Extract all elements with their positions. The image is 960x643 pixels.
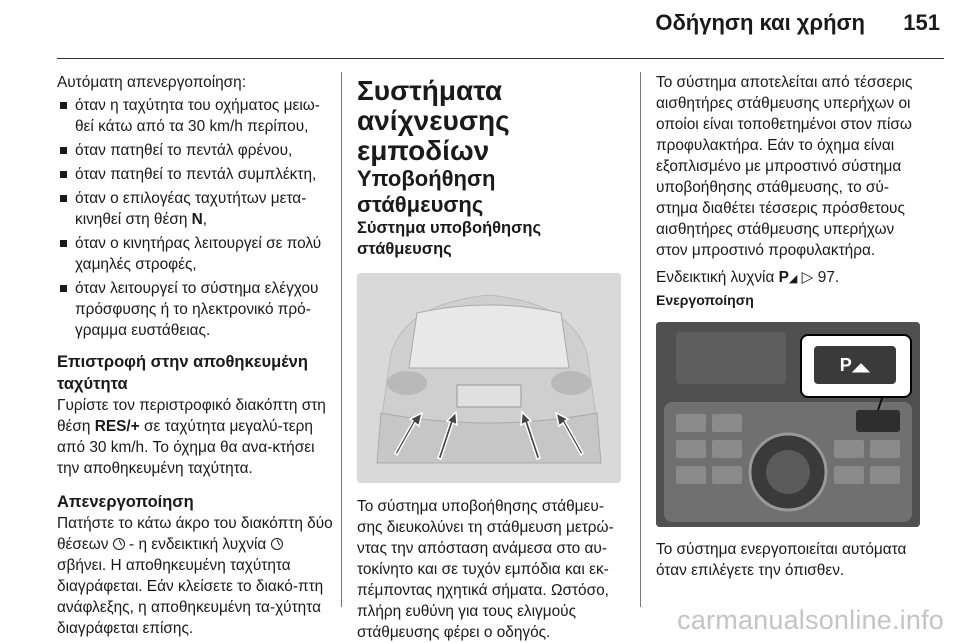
off-text-3: σβήνει. Η αποθηκευμένη ταχύτητα διαγράφεται. Εάν κλείσετε το διακό-πτη ανάφλεξης, η αποθηκευμένη τα-χύτητα διαγράφεται επίσης. bbox=[57, 557, 324, 637]
list-item bbox=[57, 188, 333, 230]
section-title: Συστήματα ανίχνευσης εμποδίων bbox=[357, 75, 510, 166]
resume-text-pre: Γυρίστε τον περιστροφικό διακόπτη στη θέση bbox=[57, 397, 326, 435]
list-item-text: όταν ο επιλογέας ταχυτήτων μετα-κινηθεί στη θέση bbox=[75, 190, 307, 228]
column-divider bbox=[640, 72, 641, 607]
list-item: όταν λειτουργεί το σύστημα ελέγχου πρόσφυσης ή το ηλεκτρονικό πρό-γραμμα ευστάθειας. bbox=[57, 278, 333, 341]
indicator-line bbox=[656, 267, 922, 290]
rear-bumper-sensors-figure bbox=[357, 273, 621, 483]
sensors-description: Το σύστημα αποτελείται από τέσσερις αισθητήρες στάθμευσης υπερήχων οι οποίοι είναι τοποθετημένοι στον πίσω προφυλακτήρα. Εάν το όχημα είναι εξοπλισμένο με μπροστινό σύστημα υποβοήθησης στάθμευσης, το σύ-στημα διαθέτει τέσσερις πρόσθετους αισθητήρες στάθμευσης υπερήχων στον μπροστινό προφυλακτήρα. bbox=[656, 74, 913, 259]
column-divider bbox=[341, 72, 342, 607]
activation-heading: Ενεργοποίηση bbox=[656, 292, 754, 308]
list-item: όταν η ταχύτητα του οχήματος μειω-θεί κάτω από τα 30 km/h περίπου, bbox=[57, 95, 333, 137]
watermark: carmanualsonline.info bbox=[677, 605, 944, 635]
parking-assist-button[interactable]: P◢◣ bbox=[814, 346, 896, 384]
gear-n: N bbox=[191, 211, 203, 228]
section-subtitle: Υποβοήθηση στάθμευσης bbox=[357, 166, 496, 217]
resume-text-post: σε ταχύτητα μεγαλύ-τερη από 30 km/h. Το όχημα θα ανα-κτήσει την αποθηκευμένη ταχύτητα. bbox=[57, 418, 315, 477]
indicator-page-ref: 97. bbox=[817, 269, 840, 286]
parking-assist-button-callout bbox=[800, 334, 912, 398]
auto-off-intro: Αυτόματη απενεργοποίηση: bbox=[57, 74, 247, 91]
column-2 bbox=[357, 76, 623, 643]
page-number: 151 bbox=[903, 10, 940, 35]
off-heading: Απενεργοποίηση bbox=[57, 493, 194, 511]
list-item: όταν πατηθεί το πεντάλ συμπλέκτη, bbox=[57, 164, 333, 185]
header-title: Οδήγηση και χρήση bbox=[655, 10, 865, 35]
column-1 bbox=[57, 72, 333, 639]
indicator-text: Ενδεικτική λυχνία bbox=[656, 269, 779, 286]
gear-n-suffix: , bbox=[202, 211, 208, 228]
off-text-1: Πατήστε το κάτω άκρο του διακόπτη δύο θέσεων bbox=[57, 515, 333, 553]
page-ref-arrow-icon: ▷ bbox=[801, 269, 814, 286]
resume-heading: Επιστροφή στην αποθηκευμένη ταχύτητα bbox=[57, 353, 308, 393]
auto-off-list bbox=[57, 95, 333, 341]
resume-text bbox=[57, 395, 333, 479]
speed-limiter-icon bbox=[113, 538, 125, 550]
dashboard-button-figure bbox=[656, 322, 920, 527]
off-text-2: - η ενδεικτική λυχνία bbox=[124, 536, 271, 553]
car-rear-illustration bbox=[357, 273, 621, 483]
list-item: όταν πατηθεί το πεντάλ φρένου, bbox=[57, 140, 333, 161]
header-rule bbox=[57, 58, 944, 59]
res-plus-label: RES/+ bbox=[94, 418, 140, 435]
speed-limiter-icon bbox=[271, 538, 283, 550]
subsection-heading: Σύστημα υποβοήθησης στάθμευσης bbox=[357, 219, 542, 258]
activation-text: Το σύστημα ενεργοποιείται αυτόματα όταν επιλέγετε την όπισθεν. bbox=[656, 541, 907, 579]
parking-assist-body: Το σύστημα υποβοήθησης στάθμευ-σης διευκολύνει τη στάθμευση μετρώ-ντας την απόσταση ανάμεσα στο αυ-τοκίνητο και σε τυχόν εμπόδια και εκ-πέμποντας ηχητικά σήματα. Ωστόσο, πλήρη ευθύνη για τους ελιγμούς στάθμευσης φέρει ο οδηγός. bbox=[357, 498, 614, 641]
list-item: όταν ο κινητήρας λειτουργεί σε πολύ χαμηλές στροφές, bbox=[57, 233, 333, 275]
column-3 bbox=[656, 72, 922, 581]
parking-assist-icon: P◢ bbox=[778, 269, 798, 286]
off-text bbox=[57, 513, 333, 639]
parking-assist-button-label: P bbox=[839, 355, 852, 375]
